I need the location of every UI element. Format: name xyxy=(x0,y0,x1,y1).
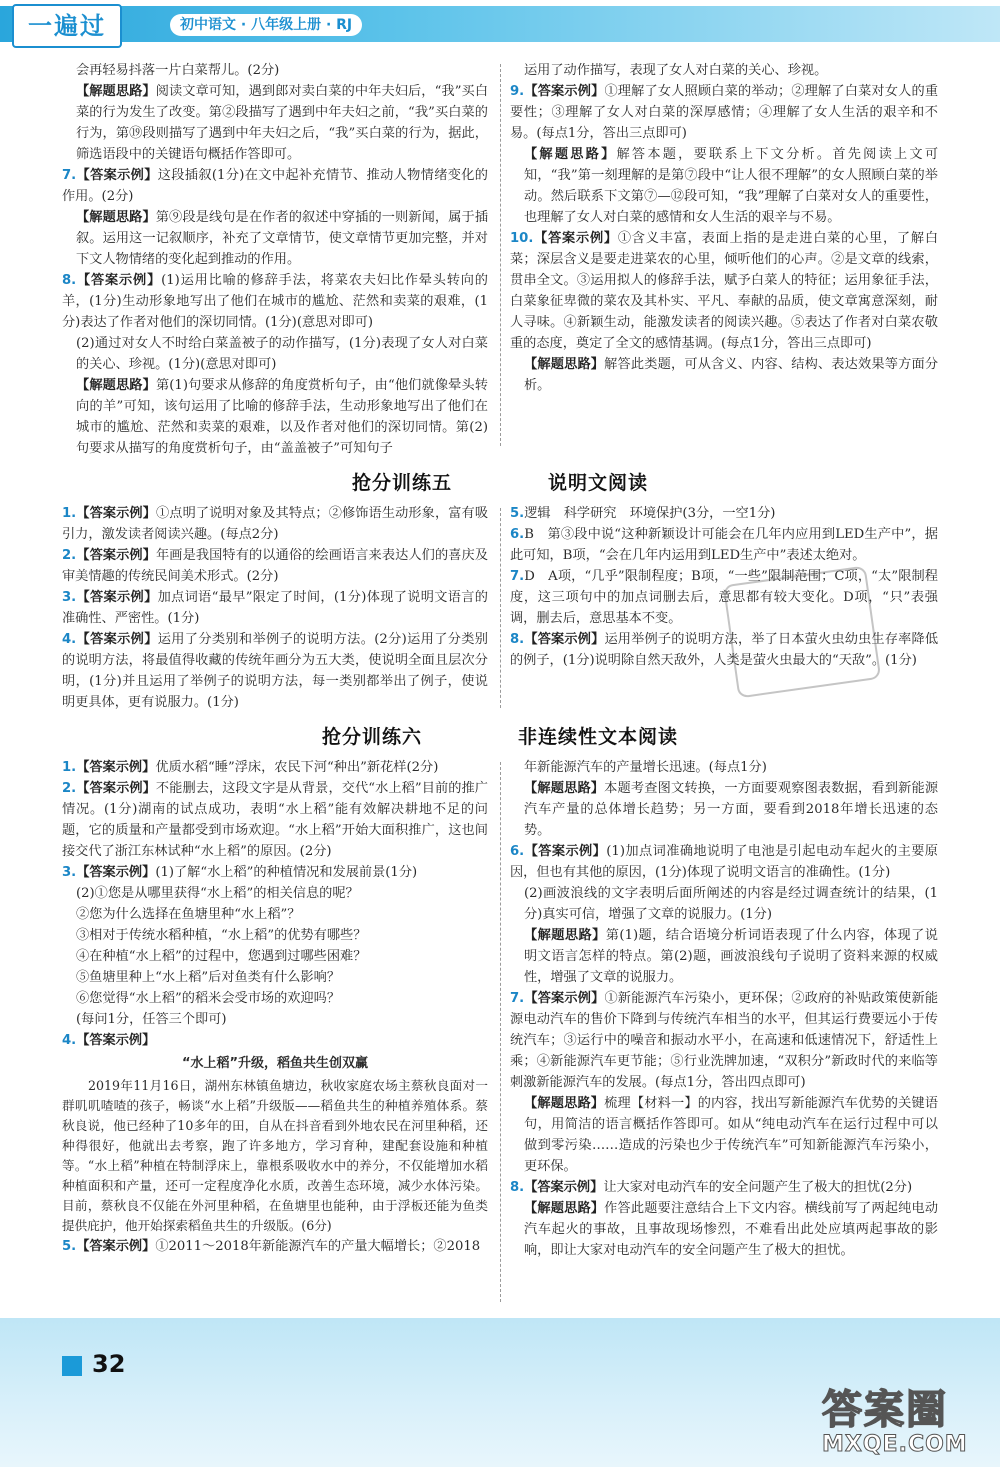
item-text: 优质水稻“睡”浮床，农民下河“种出”新花样(2分) xyxy=(155,760,439,775)
item-text: (2)①您是从哪里获得“水上稻”的相关信息的呢？ xyxy=(76,886,359,901)
column-divider xyxy=(500,762,501,1302)
answer-tag: 【答案示例】 xyxy=(76,632,158,647)
item-text: 作答此题要注意结合上下文内容。横线前写了两起纯电动汽车起火的事故，且事故现场惨烈，不难看出此处应填两起事故的影响，即让大家对电动汽车的安全问题产生了极大的担忧。 xyxy=(524,1201,939,1258)
section6-title xyxy=(0,722,1000,749)
column-divider xyxy=(500,508,501,708)
item-text: (2)画波浪线的文字表明后面所阐述的内容是经过调查统计的结果，(1分)真实可信，增强了文章的说服力。(1分) xyxy=(524,886,938,922)
answer-item xyxy=(62,778,488,862)
answer-tag: 【答案示例】 xyxy=(76,1239,156,1254)
item-text: 第(1)题，结合语境分析词语表现了什么内容，体现了说明文语言怎样的特点。第(2)题，画波浪线句子说明了资料来源的权威性，增强了文章的说服力。 xyxy=(524,928,938,985)
answer-tag: 【答案示例】 xyxy=(524,632,605,647)
answer-tag: 【解题思路】 xyxy=(524,1096,605,1111)
item-text: 本题考查图文转换，一方面要观察图表数据，看到新能源汽车产量的总体增长趋势；另一方面，要看到2018年增长迅速的态势。 xyxy=(524,781,939,838)
item-number: 7. xyxy=(510,991,525,1006)
section6-left-column xyxy=(62,757,488,1257)
subject-label: 初中语文 · 八年级上册 · RJ xyxy=(170,14,362,36)
answer-item-continued xyxy=(62,925,488,946)
answer-tag: 【解题思路】 xyxy=(76,84,156,99)
item-text: 解答此类题，可从含义、内容、结构、表达效果等方面分析。 xyxy=(524,357,939,393)
answer-item-continued xyxy=(62,967,488,988)
answer-item xyxy=(62,270,488,333)
answer-item xyxy=(62,757,488,778)
section5-left-column xyxy=(62,503,488,713)
answer-tag: 【解题思路】 xyxy=(524,1201,605,1216)
answer-tag: 【答案示例】 xyxy=(76,548,156,563)
item-text: 年画是我国特有的以通俗的绘画语言来表达人们的喜庆及审美情趣的传统民间美术形式。(2分) xyxy=(62,548,489,584)
answer-item-continued xyxy=(62,81,488,165)
answer-item-continued xyxy=(62,375,488,459)
answer-item xyxy=(510,1177,938,1198)
item-text: 阅读文章可知，遇到郎对卖白菜的中年夫妇后，“我”买白菜的行为发生了改变。第②段描写了遇到中年夫妇之前，“我”买白菜的行为，第⑲段则描写了遇到中年夫妇之后，“我”买白菜的行为，据此，筛选语段中的关键语句概括作答即可。 xyxy=(76,84,489,162)
answer-tag: 【解题思路】 xyxy=(524,147,617,162)
item-number: 5. xyxy=(62,1239,77,1254)
item-text: ①2011～2018年新能源汽车的产量大幅增长；②2018 xyxy=(155,1239,481,1254)
answer-tag: 【答案示例】 xyxy=(76,590,158,605)
answer-item-continued xyxy=(510,60,938,81)
item-text: 不能删去，这段文字是从背景，交代“水上稻”目前的推广情况。(1分)湖南的试点成功，表明“水上稻”能有效解决耕地不足的问题，它的质量和产量都受到市场欢迎。“水上稻”开始大面积推广，这也间接交代了浙江东林试种“水上稻”的原因。(2分) xyxy=(62,781,488,859)
item-text: 让大家对电动汽车的安全问题产生了极大的担忧(2分) xyxy=(603,1180,913,1195)
answer-item-continued xyxy=(62,207,488,270)
answer-item-continued xyxy=(62,883,488,904)
item-text: ⑤鱼塘里种上“水上稻”后对鱼类有什么影响？ xyxy=(76,970,341,985)
answer-item xyxy=(62,545,488,587)
answer-tag: 【答案示例】 xyxy=(76,273,162,288)
answer-tag: 【答案示例】 xyxy=(524,991,605,1006)
watermark-url: MXQE.COM xyxy=(822,1432,968,1457)
item-text: ①含义丰富，表面上指的是走进白菜的心里，了解白菜；深层含义是要走进菜农的心里，倾听他们的心声。②是文章的线索，贯串全文。③运用拟人的修辞手法，赋予白菜人的特征；运用象征手法，白菜象征卑微的菜农及其朴实、平凡、奉献的品质，使文章寓意深刻，耐人寻味。④新颖生动，能激发读者的阅读兴趣。⑤表达了作者对白菜农敬重的态度，奠定了全文的感情基调。(每点1分，答出三点即可) xyxy=(510,231,939,351)
answer-tag: 【解题思路】 xyxy=(524,928,606,943)
item-number: 9. xyxy=(510,84,525,99)
item-text: 梳理【材料一】的内容，找出写新能源汽车优势的关键语句，用简洁的语言概括作答即可。如从“纯电动汽车在运行过程中可以做到零污染……造成的污染也少于传统汽车”可知新能源汽车污染小，更环保。 xyxy=(524,1096,939,1174)
answer-item-continued xyxy=(510,883,938,925)
answer-item xyxy=(510,503,938,524)
item-text: 解答本题，要联系上下文分析。首先阅读上文可知，“我”第一刻理解的是第⑦段中“让人很不理解”的女人照顾白菜的举动。然后联系下文第⑦—⑫段可知，“我”理解了白菜对女人的重要性，也理解了女人对白菜的感情和女人生活的艰辛与不易。 xyxy=(524,147,939,225)
answer-item-continued xyxy=(510,144,938,228)
item-text: (1)了解“水上稻”的种植情况和发展前景(1分) xyxy=(155,865,418,880)
item-number: 2. xyxy=(62,781,77,796)
answer-tag: 【答案示例】 xyxy=(76,781,156,796)
item-text: 加点词语“最早”限定了时间，(1分)体现了说明文语言的准确性、严密性。(1分) xyxy=(62,590,488,626)
section6-title-topic: 非连续性文本阅读 xyxy=(518,726,679,748)
column-divider xyxy=(500,64,501,446)
answer-tag: 【答案示例】 xyxy=(524,84,605,99)
item-text: 这段插叙(1分)在文中起补充情节、推动人物情绪变化的作用。(2分) xyxy=(62,168,488,204)
item-text: 第⑨段是线句是在作者的叙述中穿插的一则新闻，属于插叙。运用这一记叙顺序，补充了文章情节，使文章情节更加完整，并对下文人物情绪的变化起到推动的作用。 xyxy=(76,210,489,267)
page-number-marker xyxy=(62,1356,82,1376)
news-body: 2019年11月16日，湖州东林镇鱼塘边，秋收家庭农场主蔡秋良面对一群叽叽喳喳的孩子，畅谈“水上稻”升级版——稻鱼共生的种植养殖体系。蔡秋良说，他已经种了10多年的田，自从在抖音看到外地农民在河里种稻，还种得很好，他就出去考察，跑了许多地方，学习育种，建配套设施和种植等。“水上稻”种植在特制浮床上，靠根系吸收水中的养分，不仅能增加水稻种植面积和产量，还可一定程度净化水质，改善生态环境，减少水体污染。目前，蔡秋良不仅能在外河里种稻，在鱼塘里也能种，由于浮板还能为鱼类提供庇护，他开始探索稻鱼共生的升级版。(6分) xyxy=(62,1078,488,1233)
header-band xyxy=(0,6,1000,42)
section6-title-number: 抢分训练六 xyxy=(321,726,422,748)
item-text: ①点明了说明对象及其特点；②修饰语生动形象，富有吸引力，激发读者阅读兴趣。(每点2分) xyxy=(62,506,489,542)
item-number: 3. xyxy=(62,590,77,605)
item-text: D A项，“几乎”限制程度；B项，“一些”限制范围；C项，“太”限制程度，这三项句中的加点词删去后，意思都有较大变化。D项，“只”表强调，删去后，意思基本不变。 xyxy=(510,569,938,626)
section5-title-topic: 说明文阅读 xyxy=(548,472,649,494)
section5-title xyxy=(0,468,1000,495)
answer-item-continued xyxy=(510,925,938,988)
answer-item-continued xyxy=(510,354,938,396)
answer-item-continued xyxy=(510,757,938,778)
item-number: 2. xyxy=(62,548,77,563)
item-number: 7. xyxy=(62,168,77,183)
answer-item-continued xyxy=(510,1093,938,1177)
answer-item-continued xyxy=(62,988,488,1009)
answer-tag: 【答案示例】 xyxy=(524,844,607,859)
item-number: 8. xyxy=(510,1180,525,1195)
answer-item xyxy=(510,228,938,354)
answer-item xyxy=(62,862,488,883)
answer-tag: 【答案示例】 xyxy=(533,231,618,246)
answer-item xyxy=(62,165,488,207)
item-text: ⑥您觉得“水上稻”的稻米会受市场的欢迎吗？ xyxy=(76,991,341,1006)
item-number: 4. xyxy=(62,1033,77,1048)
news-title: “水上稻”升级，稻鱼共生创双赢 xyxy=(181,1056,369,1071)
item-text: ①新能源汽车污染小，更环保；②政府的补贴政策使新能源电动汽车的售价下降到与传统汽车相当的水平，但其运行费要远小于传统汽车；③运行中的噪音和振动水平小，在高速和低速情况下，舒适性上乘；④新能源汽车更节能；⑤行业洗牌加速，“双积分”新政时代的来临等刺激新能源汽车的发展。(每点1分，答出四点即可) xyxy=(510,991,939,1090)
item-text: 年新能源汽车的产量增长迅速。(每点1分) xyxy=(524,760,767,775)
item-number: 8. xyxy=(510,632,525,647)
item-text: (2)通过对女人不时给白菜盖被子的动作描写，(1分)表现了女人对白菜的关心、珍视。(1分)(意思对即可) xyxy=(76,336,488,372)
answer-item xyxy=(510,524,938,566)
answer-item xyxy=(510,81,938,144)
answer-tag: 【解题思路】 xyxy=(76,210,156,225)
answer-item-continued xyxy=(510,1198,938,1261)
brand-logo: 一遍过 xyxy=(12,4,122,48)
item-number: 1. xyxy=(62,760,77,775)
answer-tag: 【答案示例】 xyxy=(76,1033,156,1048)
item-number: 3. xyxy=(62,865,77,880)
item-text: 逻辑 科学研究 环境保护(3分，一空1分) xyxy=(524,506,776,521)
item-text: ③相对于传统水稻种植，“水上稻”的优势有哪些？ xyxy=(76,928,367,943)
item-number: 8. xyxy=(62,273,77,288)
answer-tag: 【解题思路】 xyxy=(76,378,156,393)
page-number: 32 xyxy=(92,1350,126,1378)
answer-tag: 【解题思路】 xyxy=(524,357,605,372)
answer-item xyxy=(62,1030,488,1051)
item-number: 10. xyxy=(510,231,534,246)
stamp-mark xyxy=(723,566,881,699)
answer-item xyxy=(62,587,488,629)
watermark-text: 答案圈 xyxy=(822,1387,948,1433)
section6-right-column xyxy=(510,757,938,1261)
item-text: ①理解了女人照顾白菜的举动；②理解了白菜对女人的重要性；③理解了女人对白菜的深厚感情；④理解了女人生活的艰辛和不易。(每点1分，答出三点即可) xyxy=(510,84,939,141)
item-text: ④在种植“水上稻”的过程中，您遇到过哪些困难？ xyxy=(76,949,367,964)
answer-item-continued xyxy=(62,946,488,967)
page-header xyxy=(0,0,1000,50)
answer-tag: 【答案示例】 xyxy=(76,760,156,775)
answer-tag: 【答案示例】 xyxy=(76,168,158,183)
answer-item xyxy=(62,629,488,713)
item-text: 运用了分类别和举例子的说明方法。(2分)运用了分类别的说明方法，将最值得收藏的传统年画分为五大类，使说明全面且层次分明，(1分)并且运用了举例子的说明方法，每一类别都举出了例子，使说明更具体，更有说服力。(1分) xyxy=(62,632,488,710)
item-text: B 第③段中说“这种新颖设计可能会在几年内应用到LED生产中”，据此可知，B项，“会在几年内运用到LED生产中”表述太绝对。 xyxy=(510,527,938,563)
answer-item-continued xyxy=(62,60,488,81)
item-number: 5. xyxy=(510,506,525,521)
item-text: (每问1分，任答三个即可) xyxy=(76,1012,227,1027)
item-text: (1)加点词准确地说明了电池是引起电动车起火的主要原因，但也有其他的原因，(1分)体现了说明文语言的准确性。(1分) xyxy=(510,844,938,880)
item-number: 7. xyxy=(510,569,525,584)
answer-item xyxy=(62,503,488,545)
answer-item-continued xyxy=(62,904,488,925)
answer-item-continued xyxy=(62,333,488,375)
answer-item-5 xyxy=(62,1236,488,1257)
watermark-logo xyxy=(822,1388,992,1460)
item-number: 1. xyxy=(62,506,77,521)
part4-left-column xyxy=(62,60,488,459)
answer-tag: 【答案示例】 xyxy=(76,865,156,880)
item-text: 运用举例子的说明方法，举了日本萤火虫幼虫生存率降低的例子，(1分)说明除自然天敌外，人类是萤火虫最大的“天敌”。(1分) xyxy=(510,632,939,668)
answer-tag: 【答案示例】 xyxy=(524,1180,604,1195)
answer-item-continued xyxy=(510,778,938,841)
item-text: 会再轻易抖落一片白菜帮儿。(2分) xyxy=(76,63,280,78)
section5-title-number: 抢分训练五 xyxy=(351,472,452,494)
item-text: 运用了动作描写，表现了女人对白菜的关心、珍视。 xyxy=(524,63,828,78)
answer-item xyxy=(510,988,938,1093)
answer-item-continued xyxy=(62,1009,488,1030)
item-text: (1)运用比喻的修辞手法，将菜农夫妇比作晕头转向的羊，(1分)生动形象地写出了他们在城市的尴尬、茫然和卖菜的艰难，(1分)表达了作者对他们的深切同情。(1分)(意思对即可) xyxy=(62,273,488,330)
item-text: 第(1)句要求从修辞的角度赏析句子，由“他们就像晕头转向的羊”可知，该句运用了比喻的修辞手法，生动形象地写出了他们在城市的尴尬、茫然和卖菜的艰难，以及作者对他们的深切同情。第(2)句要求从描写的角度赏析句子，由“盖盖被子”可知句子 xyxy=(76,378,488,456)
item-number: 4. xyxy=(62,632,77,647)
item-number: 6. xyxy=(510,527,525,542)
answer-tag: 【答案示例】 xyxy=(76,506,156,521)
item-text: ②您为什么选择在鱼塘里种“水上稻”？ xyxy=(76,907,301,922)
item-number: 6. xyxy=(510,844,525,859)
part4-right-column xyxy=(510,60,938,396)
answer-item xyxy=(510,841,938,883)
answer-tag: 【解题思路】 xyxy=(524,781,605,796)
